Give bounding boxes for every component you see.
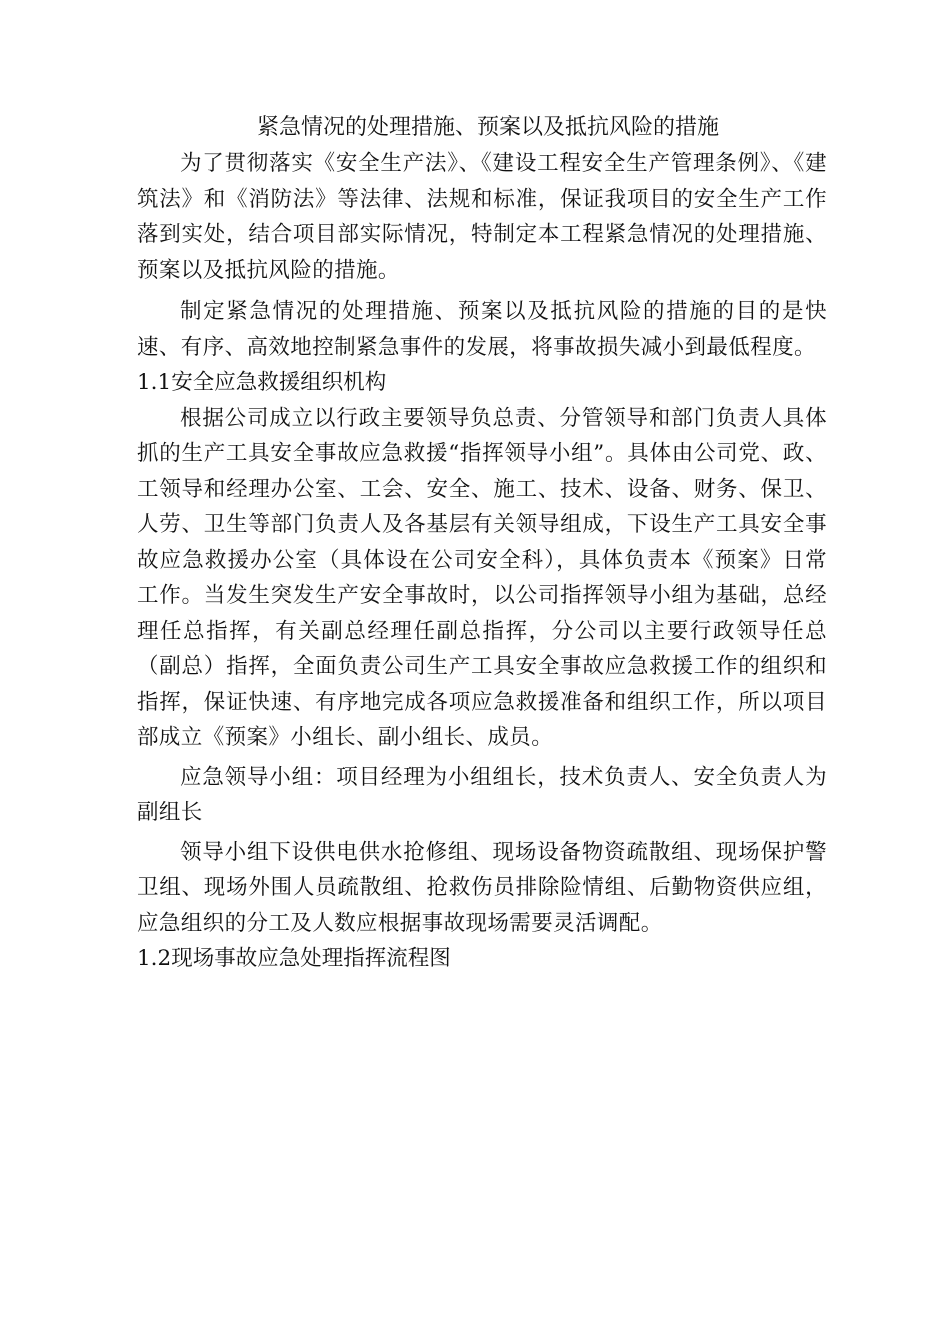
document-title: 紧急情况的处理措施、预案以及抵抗风险的措施 (256, 115, 719, 140)
leadership-group-paragraph: 应急领导小组：项目经理为小组组长，技术负责人、安全负责人为副组长 (137, 764, 827, 825)
section-heading-1-2: 1.2现场事故应急处理指挥流程图 (137, 946, 451, 971)
organization-paragraph: 根据公司成立以行政主要领导负总责、分管领导和部门负责人具体抓的生产工具安全事故应急救援“指挥领导小组”。具体由公司党、政、工领导和经理办公室、工会、安全、施工、技术、设备、财务、保卫、人劳、卫生等部门负责人及各基层有关领导组成，下设生产工具安全事故应急救援办公室（具体设在公司安全科），具体负责本《预案》日常工作。当发生突发生产安全事故时，以公司指挥领导小组为基础，总经理任总指挥，有关副总经理任副总指挥，分公司以主要行政领导任总（副总）指挥，全面负责公司生产工具安全事故应急救援工作的组织和指挥，保证快速、有序地完成各项应急救援准备和组织工作，所以项目部成立《预案》小组长、副小组长、成员。 (137, 405, 827, 750)
sub-teams-paragraph: 领导小组下设供电供水抢修组、现场设备物资疏散组、现场保护警卫组、现场外围人员疏散组、抢救伤员排除险情组、后勤物资供应组，应急组织的分工及人数应根据事故现场需要灵活调配。 (137, 839, 827, 936)
section-heading-1-1: 1.1安全应急救援组织机构 (137, 370, 387, 395)
document-body (137, 110, 827, 977)
intro-paragraph: 为了贯彻落实《安全生产法》、《建设工程安全生产管理条例》、《建筑法》和《消防法》等法律、法规和标准，保证我项目的安全生产工作落到实处，结合项目部实际情况，特制定本工程紧急情况的处理措施、预案以及抵抗风险的措施。 (137, 151, 827, 283)
purpose-paragraph: 制定紧急情况的处理措施、预案以及抵抗风险的措施的目的是快速、有序、高效地控制紧急事件的发展，将事故损失减小到最低程度。 (137, 299, 827, 360)
